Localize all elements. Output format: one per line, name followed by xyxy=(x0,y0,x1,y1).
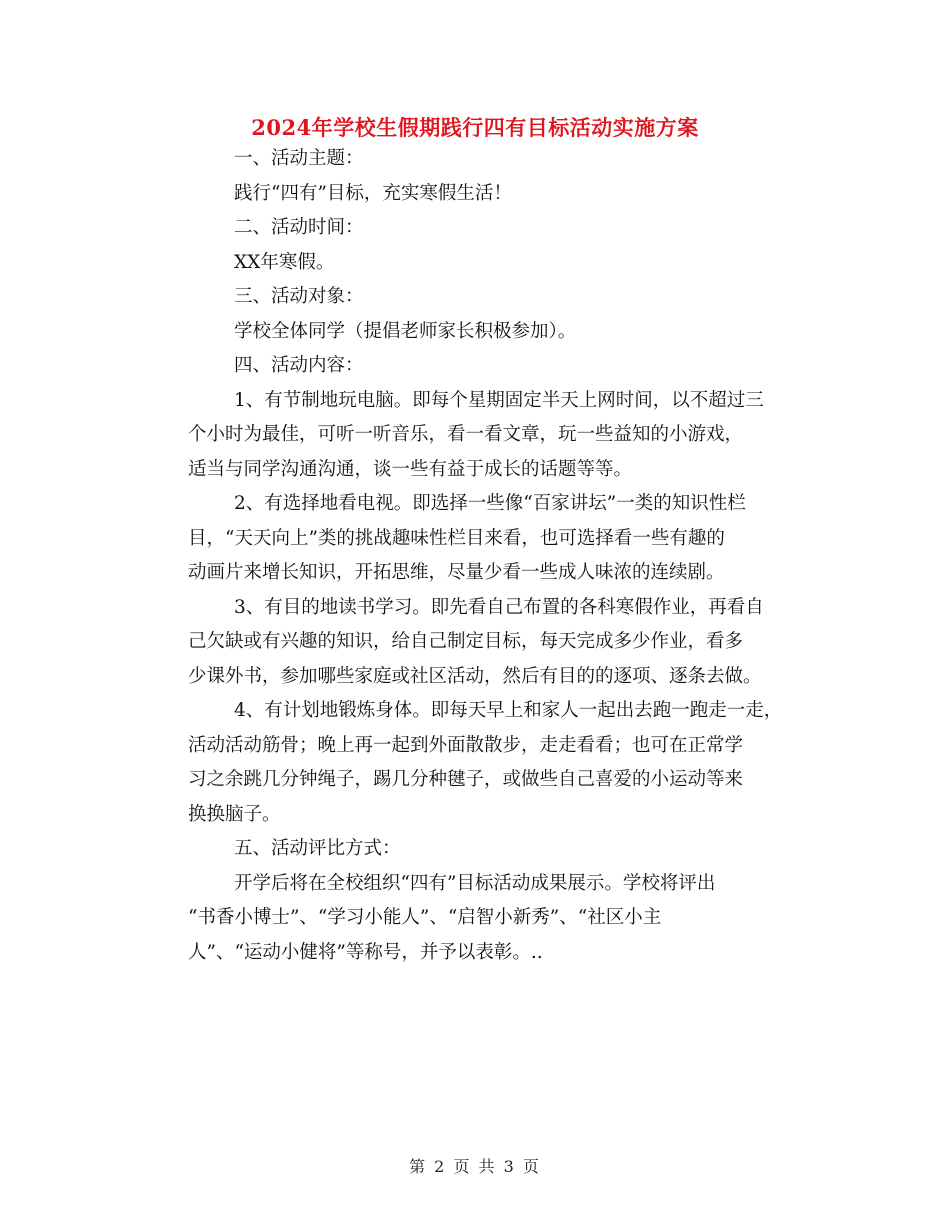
text-line: 践行“四有”目标，充实寒假生活！ xyxy=(234,182,512,204)
text-line: 开学后将在全校组织“四有”目标活动成果展示。学校将评出 xyxy=(234,872,716,894)
text-line: “书香小博士”、“学习小能人”、“启智小新秀”、“社区小主 xyxy=(188,907,662,928)
paragraph xyxy=(142,142,822,177)
text-line: 三、活动对象： xyxy=(234,286,364,307)
text-line: 2、有选择地看电视。即选择一些像“百家讲坛”一类的知识性栏 xyxy=(234,493,746,514)
paragraph xyxy=(142,246,822,281)
text-line: 换换脑子。 xyxy=(188,803,281,825)
text-line: XX年寒假。 xyxy=(234,251,335,273)
paragraph xyxy=(142,591,822,695)
text-line: 3、有目的地读书学习。即先看自己布置的各科寒假作业，再看自 xyxy=(234,596,764,618)
paragraph xyxy=(142,177,822,212)
text-line: 个小时为最佳，可听一听音乐，看一看文章，玩一些益知的小游戏， xyxy=(188,424,744,445)
text-line: 习之余跳几分钟绳子，踢几分种毽子，或做些自己喜爱的小运动等来 xyxy=(188,769,744,790)
paragraph xyxy=(142,694,822,832)
text-line: 活动活动筋骨；晚上再一起到外面散散步，走走看看；也可在正常学 xyxy=(188,734,744,756)
paragraph xyxy=(142,487,822,591)
text-line: 适当与同学沟通沟通，谈一些有益于成长的话题等等。 xyxy=(188,458,633,480)
text-line: 己欠缺或有兴趣的知识，给自己制定目标，每天完成多少作业，看多 xyxy=(188,631,744,652)
text-line: 二、活动时间： xyxy=(234,217,364,238)
paragraph xyxy=(142,384,822,488)
paragraph xyxy=(142,315,822,350)
text-line: 五、活动评比方式： xyxy=(234,838,401,859)
paragraph xyxy=(142,867,822,971)
text-line: 四、活动内容： xyxy=(234,355,364,376)
text-line: 4、有计划地锻炼身体。即每天早上和家人一起出去跑一跑走一走， xyxy=(234,700,783,721)
text-line: 学校全体同学（提倡老师家长积极参加）。 xyxy=(234,320,577,342)
paragraph xyxy=(142,211,822,246)
text-line: 1、有节制地玩电脑。即每个星期固定半天上网时间，以不超过三 xyxy=(234,389,764,411)
document-title: 2024年学校生假期践行四有目标活动实施方案 xyxy=(251,115,699,140)
text-line: 动画片来增长知识，开拓思维，尽量少看一些成人味浓的连续剧。 xyxy=(188,562,725,583)
page-footer: 第 2 页 共 3 页 xyxy=(409,1157,541,1176)
text-line: 目，“天天向上”类的挑战趣味性栏目来看，也可选择看一些有趣的 xyxy=(188,527,725,549)
text-line: 一、活动主题： xyxy=(234,148,364,169)
text-line: 少课外书，参加哪些家庭或社区活动，然后有目的的逐项、逐条去做。 xyxy=(188,665,762,687)
paragraph xyxy=(142,349,822,384)
text-line: 人”、“运动小健将”等称号，并予以表彰。.. xyxy=(188,941,543,963)
paragraph xyxy=(142,832,822,867)
paragraph xyxy=(142,280,822,315)
document-body xyxy=(142,142,822,970)
